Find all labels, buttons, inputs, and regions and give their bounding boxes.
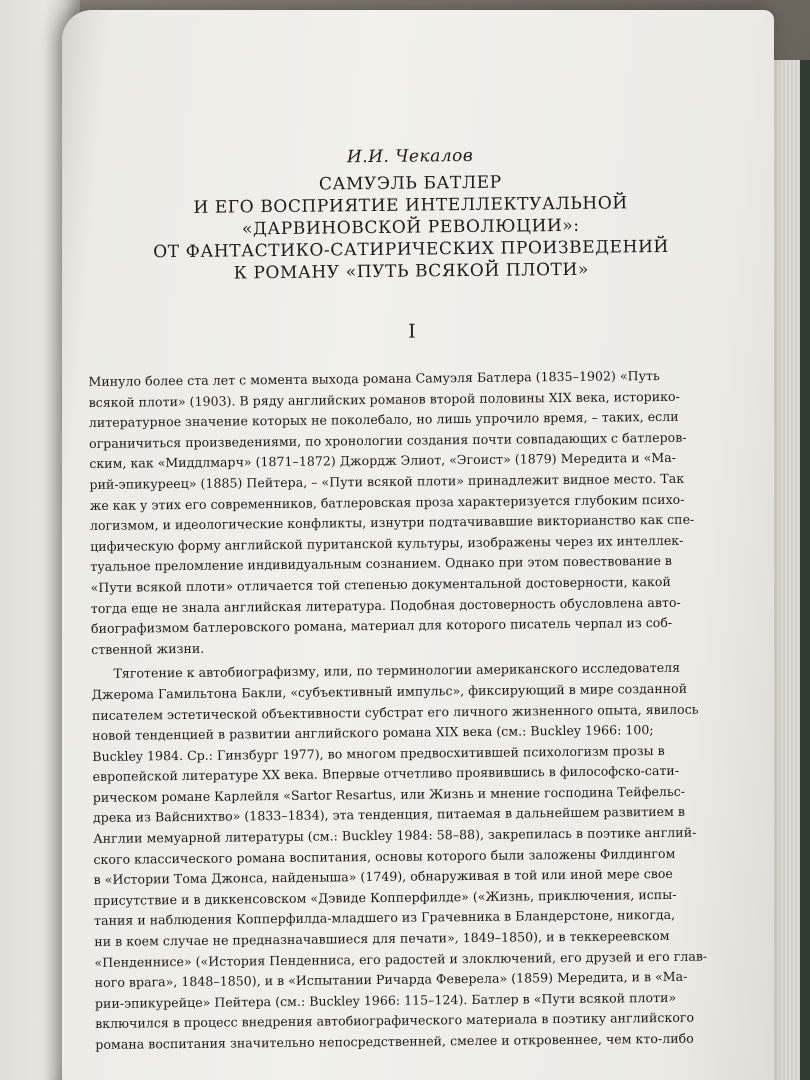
text-line: присутствие и в диккенсовском «Дэвиде Копперфилде» («Жизнь, приключения, испы- <box>93 886 677 908</box>
book-cover-edge <box>800 60 810 1080</box>
text-line: литературное значение которых не поколебало, но лишь упрочило время, – таких, если <box>88 408 679 431</box>
text-line: романа воспитания значительно непосредственней, смелее и откровеннее, чем кто-либо <box>95 1030 694 1052</box>
text-line: тогда еще не знала английская литература. Подобная достоверность обусловлена авто- <box>90 594 681 616</box>
title-line: К РОМАНУ «ПУТЬ ВСЯКОЙ ПЛОТИ» <box>233 259 590 284</box>
text-line: ским, как «Миддлмарч» (1871–1872) Джордж Элиот, «Эгоист» (1879) Мередита и «Ма- <box>89 450 677 472</box>
title-line: И ЕГО ВОСПРИЯТИЕ ИНТЕЛЛЕКТУАЛЬНОЙ <box>193 193 628 218</box>
text-line: ного врага», 1848–1850), и в «Испытании Ричарда Феверела» (1859) Мередита, и в «Ма- <box>94 968 688 991</box>
text-line: дрека из Вайснихтво» (1833–1834), эта тенденция, питаемая в дальнейшем развитием в <box>92 804 686 826</box>
text-line: цифическую форму английской пуританской культуры, изображены через их интеллек- <box>90 532 684 554</box>
text-line: Англии мемуарной литературы (см.: Buckley 1984: 58–88), закрепилась в поэтике англий- <box>93 824 697 847</box>
text-line: биографизмом батлеровского романа, материал для которого писатель черпал из соб- <box>90 615 673 637</box>
paragraph-1 <box>88 365 739 660</box>
text-line: в «Истории Тома Джонса, найденыша» (1749), обнаруживая в той или иной мере свое <box>93 866 673 888</box>
text-line: «Пути всякой плоти» отличается той степенью документальной достоверности, какой <box>90 573 671 595</box>
text-line: Buckley 1984. Ср.: Гинзбург 1977), во многом предвосхитившей психологизм прозы в <box>92 742 665 764</box>
text-line: рии-эпикурейце» Пейтера (см.: Buckley 1966: 115–124). Батлер в «Пути всякой плоти» <box>94 989 677 1011</box>
text-line: европейской литературе XX века. Впервые отчетливо проявившись в философско-сати- <box>92 763 680 785</box>
title-line: ОТ ФАНТАСТИКО-САТИРИЧЕСКИХ ПРОИЗВЕДЕНИЙ <box>153 236 669 263</box>
title-line: «ДАРВИНОВСКОЙ РЕВОЛЮЦИИ»: <box>241 215 580 240</box>
section-number: I <box>408 320 416 343</box>
text-line: включился в процесс внедрения автобиографического материала в поэтику английского <box>95 1010 695 1032</box>
text-line: ни в коем случае не предназначавшиеся для печати», 1849–1850), и в теккереевском <box>94 927 670 949</box>
page-content <box>86 143 743 1055</box>
text-line: ского классического романа воспитания, основы которого были заложены Филдингом <box>93 845 676 867</box>
text-line: «Пенденнисе» («История Пенденниса, его радостей и злоключений, его друзей и его глав- <box>94 948 708 970</box>
text-line: новой тенденцией в развитии английского романа XIX века (см.: Buckley 1966: 100; <box>92 722 654 744</box>
book-page <box>62 10 774 1080</box>
text-line: Джерома Гамильтона Бакли, «субъективный импульс», фиксирующий в мире созданной <box>91 680 688 702</box>
text-line: писателем эстетической объективности субстрат его личного жизненного опыта, явилось <box>91 701 699 723</box>
text-line: всякой плоти» (1903). В ряду английских романов второй половины XIX века, историко- <box>88 388 680 410</box>
text-line: Минуло более ста лет с момента выхода романа Самуэля Батлера (1835–1902) «Путь <box>88 368 660 389</box>
text-line: Тяготение к автобиографизму, или, по терминологии американского исследователя <box>113 660 681 682</box>
text-line: же как у этих его современников, батлеровская проза характеризуется глубоким психо- <box>89 491 685 513</box>
text-line: тания и наблюдения Копперфилда-младшего из Грачевника в Бландерстоне, никогда, <box>93 907 676 929</box>
text-line: рий-эпикуреец» (1885) Пейтера, – «Пути всякой плоти» принадлежит видное место. Так <box>89 470 685 492</box>
article-title <box>86 169 735 286</box>
paragraph-2 <box>91 657 743 1055</box>
title-line: САМУЭЛЬ БАТЛЕР <box>318 172 502 195</box>
text-line: туальное преломление индивидуальным сознанием. Однако при этом повествование в <box>90 553 673 575</box>
text-line: логизмом, и идеологические конфликты, изнутри подтачивавшие викторианство как спе- <box>89 511 695 534</box>
text-line: рическом романе Карлейля «Sartor Resartus, или Жизнь и мнение господина Тейфельс- <box>92 783 686 805</box>
text-line: ограничиться произведениями, по хронологии создания почти совпадающих с батлеров- <box>88 429 687 451</box>
text-line: ственной жизни. <box>91 640 205 657</box>
article-author: И.И. Чекалов <box>346 145 474 168</box>
